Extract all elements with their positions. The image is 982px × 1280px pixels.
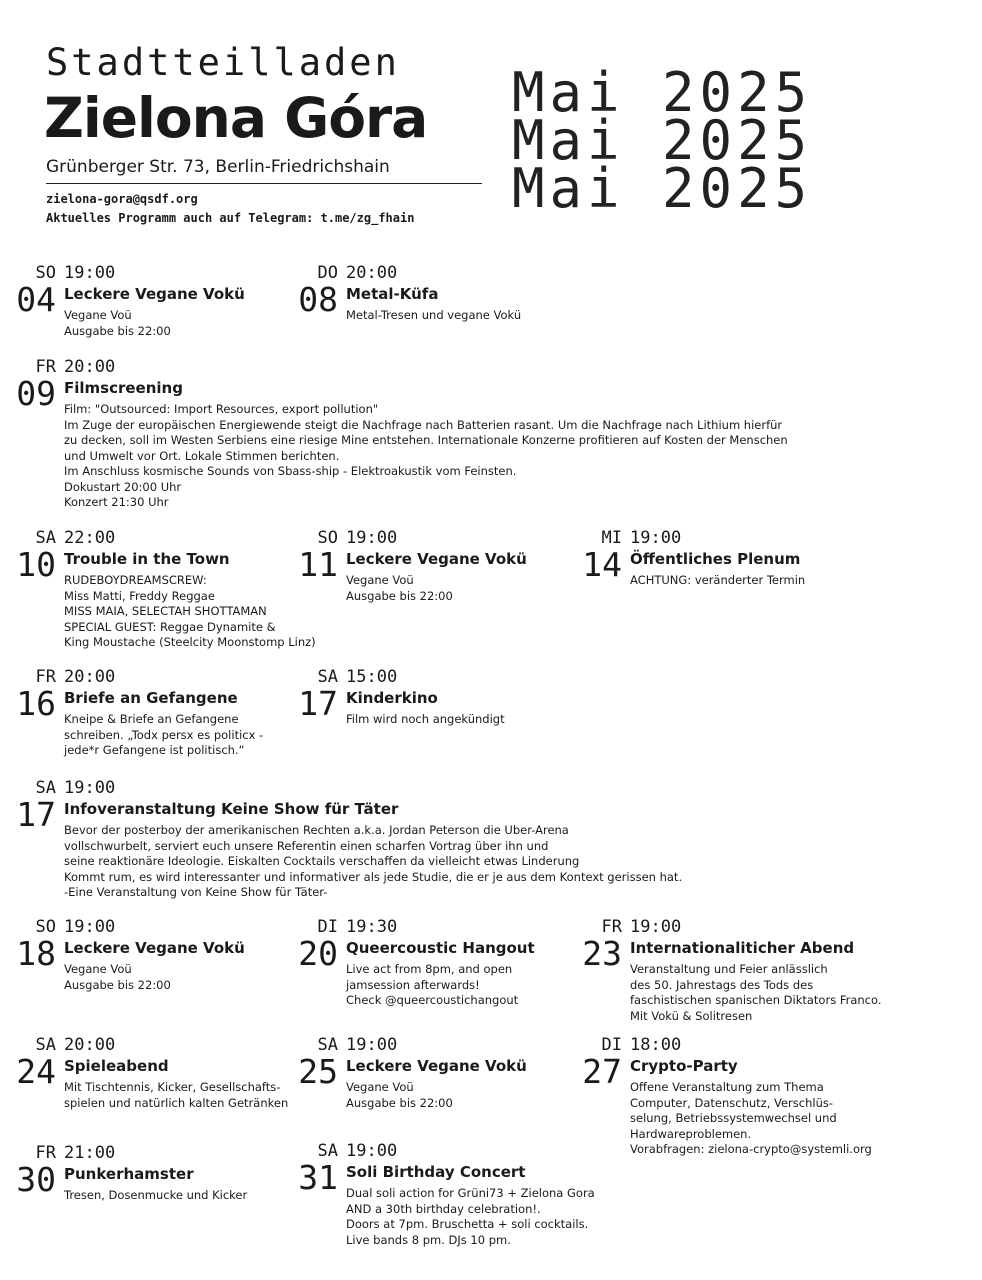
- event-description-line: schreiben. „Todx persx es politicx -: [64, 727, 264, 742]
- event-day: 16: [16, 684, 56, 723]
- event-description: [630, 962, 882, 1024]
- event-description: [630, 573, 805, 589]
- event-description-line: MISS MAIA, SELECTAH SHOTTAMAN: [64, 604, 267, 618]
- event-day: 30: [16, 1160, 56, 1199]
- event-description-line: selung, Betriebssystemwechsel und: [630, 1111, 837, 1125]
- event-time: 19:00: [346, 1141, 398, 1161]
- event-description: [64, 308, 171, 339]
- event-description-line: faschistischen spanischen Diktators Franco.: [630, 993, 882, 1007]
- event-weekday: SA: [35, 528, 56, 548]
- event-description: [64, 402, 788, 511]
- event-description-line: Tresen, Dosenmucke und Kicker: [64, 1188, 248, 1202]
- event-description-line: Kneipe & Briefe an Gefangene: [64, 712, 239, 726]
- event-description-line: Film wird noch angekündigt: [346, 712, 505, 726]
- event-description-line: des 50. Jahrestags des Tods des: [630, 977, 814, 992]
- event-description-line: Computer, Datenschutz, Verschlüs-: [630, 1095, 834, 1110]
- telegram-note: Aktuelles Programm auch auf Telegram: t.me/zg_fhain: [46, 211, 415, 225]
- event-weekday: SO: [35, 263, 56, 283]
- event-description-line: Mit Tischtennis, Kicker, Gesellschafts-: [64, 1080, 281, 1094]
- event-title: Queercoustic Hangout: [346, 939, 535, 957]
- event-description-line: Offene Veranstaltung zum Thema: [630, 1080, 824, 1094]
- event-title: Internationaliticher Abend: [630, 939, 855, 957]
- event-weekday: SO: [35, 917, 56, 937]
- event-day: 31: [298, 1158, 338, 1197]
- event-title: Crypto-Party: [630, 1057, 738, 1075]
- event-time: 19:00: [64, 778, 116, 798]
- event-day: 08: [298, 280, 338, 319]
- event-title: Filmscreening: [64, 379, 183, 397]
- event-description-line: Live bands 8 pm. DJs 10 pm.: [346, 1232, 511, 1247]
- event-description-line: Vegane Voü: [64, 308, 132, 322]
- event-title: Leckere Vegane Vokü: [346, 550, 527, 568]
- event-description-line: Doors at 7pm. Bruschetta + soli cocktails.: [346, 1217, 589, 1231]
- event-description-line: vollschwurbelt, serviert euch unsere Referentin einen scharfen Vortrag über ihn und: [64, 838, 549, 853]
- event-time: 19:00: [64, 917, 116, 937]
- event-weekday: SA: [317, 1035, 338, 1055]
- event-title: Briefe an Gefangene: [64, 689, 238, 707]
- event-time: 19:00: [630, 917, 682, 937]
- venue-subtitle: Stadtteilladen: [46, 41, 400, 84]
- event-description: [64, 573, 316, 651]
- event-time: 19:00: [346, 528, 398, 548]
- event-title: Kinderkino: [346, 689, 438, 707]
- event-description-line: und Umwelt vor Ort. Lokale Stimmen berichten.: [64, 448, 340, 463]
- event-time: 20:00: [64, 667, 116, 687]
- event-weekday: DI: [317, 917, 338, 937]
- event-time: 19:30: [346, 917, 398, 937]
- event-description-line: seine reaktionäre Ideologie. Eiskalten Cocktails verschaffen da vielleicht etwas Linderung: [64, 854, 580, 868]
- event-description: [64, 823, 682, 901]
- contact-email: zielona-gora@qsdf.org: [46, 192, 198, 206]
- event-title: Soli Birthday Concert: [346, 1163, 526, 1181]
- month-heading-echo: Mai 2025: [512, 109, 813, 172]
- event-day: 17: [298, 684, 338, 723]
- event-description-line: jamsession afterwards!: [346, 977, 480, 992]
- event-description-line: ACHTUNG: veränderter Termin: [630, 573, 806, 587]
- event-description-line: Ausgabe bis 22:00: [346, 1095, 453, 1110]
- event-description-line: Dokustart 20:00 Uhr: [64, 479, 182, 494]
- event-description-line: Mit Vokü & Solitresen: [630, 1008, 753, 1023]
- event-time: 21:00: [64, 1143, 116, 1163]
- event-title: Punkerhamster: [64, 1165, 194, 1183]
- venue-title: Zielona Góra: [44, 86, 428, 150]
- event-day: 17: [16, 795, 56, 834]
- event-weekday: FR: [601, 917, 622, 937]
- event-description-line: Metal-Tresen und vegane Vokü: [346, 308, 522, 322]
- event-description-line: Vegane Voü: [346, 573, 414, 587]
- event-description: [346, 712, 505, 728]
- event-weekday: FR: [35, 357, 56, 377]
- event-weekday: SA: [35, 778, 56, 798]
- event-description: [64, 962, 171, 993]
- event-description-line: spielen und natürlich kalten Getränken: [64, 1095, 289, 1110]
- event-description: [64, 1080, 288, 1111]
- event-description-line: AND a 30th birthday celebration!.: [346, 1201, 541, 1216]
- event-description-line: jede*r Gefangene ist politisch.“: [64, 743, 245, 757]
- event-weekday: MI: [601, 528, 622, 548]
- event-description-line: Ausgabe bis 22:00: [64, 323, 171, 338]
- event-description-line: Bevor der posterboy der amerikanischen Rechten a.k.a. Jordan Peterson die Uber-Arena: [64, 823, 569, 837]
- event-title: Leckere Vegane Vokü: [64, 285, 245, 303]
- event-day: 09: [16, 374, 56, 413]
- event-description-line: SPECIAL GUEST: Reggae Dynamite &: [64, 619, 276, 634]
- event-description-line: Miss Matti, Freddy Reggae: [64, 588, 215, 603]
- event-weekday: SA: [317, 1141, 338, 1161]
- event-description-line: Live act from 8pm, and open: [346, 962, 513, 976]
- event-time: 19:00: [346, 1035, 398, 1055]
- event-description-line: Vegane Voü: [64, 962, 132, 976]
- event-weekday: FR: [35, 1143, 56, 1163]
- event-day: 18: [16, 934, 56, 973]
- event-title: Trouble in the Town: [64, 550, 230, 568]
- month-heading-echo: Mai 2025: [512, 157, 813, 220]
- event-description-line: Ausgabe bis 22:00: [346, 588, 453, 603]
- event-day: 27: [582, 1052, 622, 1091]
- event-title: Öffentliches Plenum: [630, 550, 801, 568]
- event-title: Infoveranstaltung Keine Show für Täter: [64, 800, 399, 818]
- event-description-line: Ausgabe bis 22:00: [64, 977, 171, 992]
- event-description-line: Veranstaltung und Feier anlässlich: [630, 962, 828, 976]
- event-time: 15:00: [346, 667, 398, 687]
- event-description: [346, 1186, 595, 1248]
- event-weekday: SO: [317, 528, 338, 548]
- event-day: 25: [298, 1052, 338, 1091]
- month-heading: [512, 61, 832, 220]
- event-description: [346, 962, 518, 1009]
- event-time: 19:00: [630, 528, 682, 548]
- venue-address: Grünberger Str. 73, Berlin-Friedrichshain: [46, 157, 390, 177]
- event-title: Leckere Vegane Vokü: [346, 1057, 527, 1075]
- month-heading-line: Mai 2025: [512, 61, 813, 124]
- event-description-line: Hardwareproblemen.: [630, 1126, 752, 1141]
- event-description-line: Dual soli action for Grüni73 + Zielona Gora: [346, 1186, 595, 1200]
- event-description-line: Konzert 21:30 Uhr: [64, 495, 169, 509]
- header-divider: [46, 183, 482, 184]
- event-description: [346, 1080, 453, 1111]
- event-description-line: Kommt rum, es wird interessanter und informativer als jede Studie, die er je aus dem Kontext gerissen hat.: [64, 869, 683, 884]
- event-description-line: Vorabfragen: zielona-crypto@systemli.org: [630, 1142, 872, 1156]
- event-description-line: Vegane Voü: [346, 1080, 414, 1094]
- event-time: 20:00: [64, 357, 116, 377]
- event-description-line: King Moustache (Steelcity Moonstomp Linz): [64, 635, 316, 649]
- event-weekday: SA: [35, 1035, 56, 1055]
- event-description-line: RUDEBOYDREAMSCREW:: [64, 573, 207, 587]
- event-description: [64, 712, 263, 759]
- event-weekday: DI: [601, 1035, 622, 1055]
- event-time: 19:00: [64, 263, 116, 283]
- event-title: Metal-Küfa: [346, 285, 439, 303]
- event-weekday: DO: [317, 263, 338, 283]
- event-description-line: Im Anschluss kosmische Sounds von Sbass-ship - Elektroakustik vom Feinsten.: [64, 464, 517, 478]
- event-day: 14: [582, 545, 622, 584]
- event-time: 20:00: [346, 263, 398, 283]
- event-weekday: FR: [35, 667, 56, 687]
- event-description-line: zu decken, soll im Westen Serbiens eine riesige Mine entstehen. Internationale Konzerne profitieren auf Kosten der Menschen: [64, 433, 788, 447]
- event-day: 23: [582, 934, 622, 973]
- event-description: [630, 1080, 872, 1158]
- event-description-line: Im Zuge der europäischen Energiewende steigt die Nachfrage nach Batterien rasant. Um die Nachfrage nach Lithium hierfür: [64, 417, 783, 432]
- event-day: 04: [16, 280, 56, 319]
- event-description: [64, 1188, 247, 1204]
- event-time: 18:00: [630, 1035, 682, 1055]
- event-title: Leckere Vegane Vokü: [64, 939, 245, 957]
- event-weekday: SA: [317, 667, 338, 687]
- event-day: 20: [298, 934, 338, 973]
- event-day: 10: [16, 545, 56, 584]
- event-description: [346, 573, 453, 604]
- event-day: 24: [16, 1052, 56, 1091]
- event-time: 22:00: [64, 528, 116, 548]
- event-description: [346, 308, 521, 324]
- event-time: 20:00: [64, 1035, 116, 1055]
- event-title: Spieleabend: [64, 1057, 169, 1075]
- event-day: 11: [298, 545, 338, 584]
- event-description-line: Check @queercoustichangout: [346, 993, 519, 1007]
- event-description-line: Film: "Outsourced: Import Resources, export pollution": [64, 402, 379, 416]
- event-description-line: -Eine Veranstaltung von Keine Show für Täter-: [64, 885, 328, 899]
